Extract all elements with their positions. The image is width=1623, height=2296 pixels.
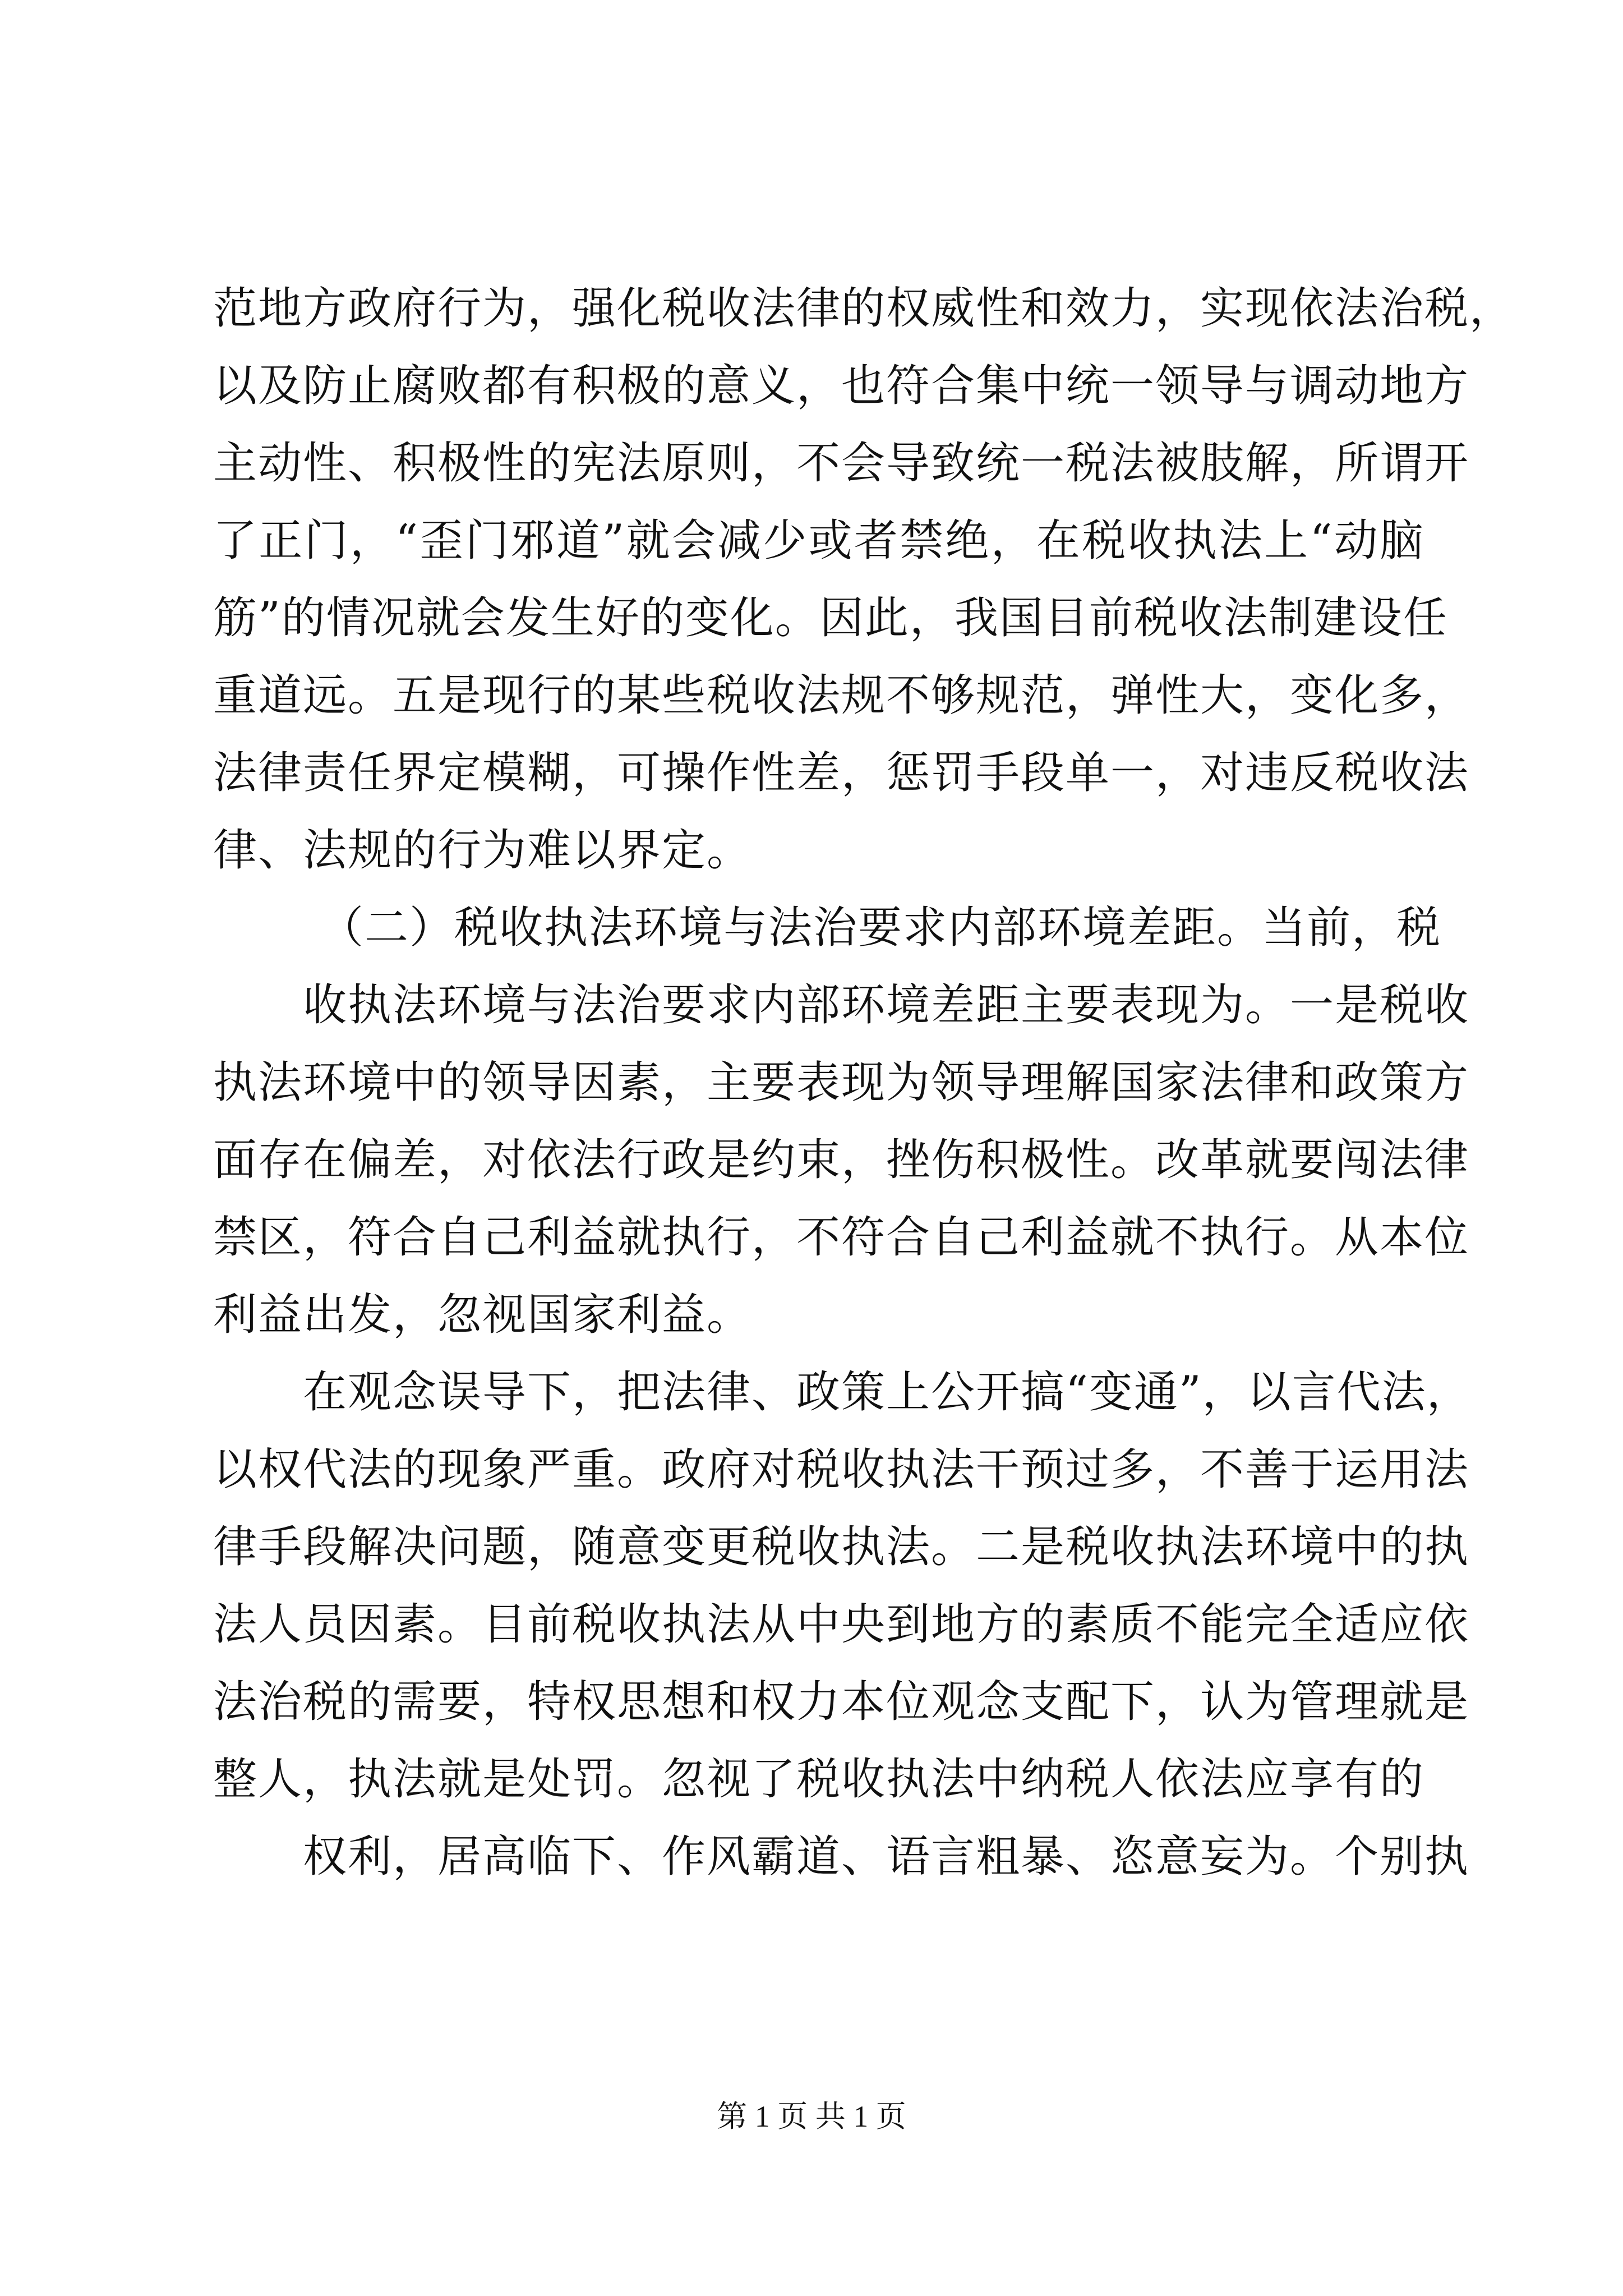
text-line: 范地方政府行为，强化税收法律的权威性和效力，实现依法治税， bbox=[213, 283, 1515, 334]
text-line: 以及防止腐败都有积极的意义，也符合集中统一领导与调动地方 bbox=[213, 361, 1470, 411]
page-number-footer: 第 1 页 共 1 页 bbox=[717, 2100, 906, 2133]
text-line: 主动性、积极性的宪法原则，不会导致统一税法被肢解，所谓开 bbox=[213, 438, 1470, 489]
text-line: 执法环境中的领导因素，主要表现为领导理解国家法律和政策方 bbox=[213, 1057, 1470, 1108]
text-line: 筋”的情况就会发生好的变化。因此，我国目前税收法制建设任 bbox=[213, 593, 1448, 643]
text-line: 利益出发，忽视国家利益。 bbox=[213, 1290, 752, 1340]
text-line: 律、法规的行为难以界定。 bbox=[213, 825, 752, 876]
text-line: 收执法环境与法治要求内部环境差距主要表现为。一是税收 bbox=[303, 980, 1470, 1030]
text-line: 以权代法的现象严重。政府对税收执法干预过多，不善于运用法 bbox=[213, 1444, 1470, 1495]
text-line: 律手段解决问题，随意变更税收执法。二是税收执法环境中的执 bbox=[213, 1522, 1470, 1572]
text-line: 法治税的需要，特权思想和权力本位观念支配下，认为管理就是 bbox=[213, 1677, 1470, 1727]
text-line: 权利，居高临下、作风霸道、语言粗暴、恣意妄为。个别执 bbox=[303, 1832, 1470, 1882]
text-line: 禁区，符合自己利益就执行，不符合自己利益就不执行。从本位 bbox=[213, 1212, 1470, 1263]
section-heading: （二）税收执法环境与法治要求内部环境差距。当前，税 bbox=[320, 903, 1442, 953]
text-line: 面存在偏差，对依法行政是约束，挫伤积极性。改革就要闯法律 bbox=[213, 1135, 1470, 1185]
text-line: 了正门，“歪门邪道”就会减少或者禁绝，在税收执法上“动脑 bbox=[213, 516, 1424, 566]
text-line: 整人，执法就是处罚。忽视了税收执法中纳税人依法应享有的 bbox=[213, 1754, 1425, 1805]
text-line: 在观念误导下，把法律、政策上公开搞“变通”，以言代法， bbox=[303, 1367, 1472, 1418]
text-line: 法人员因素。目前税收执法从中央到地方的素质不能完全适应依 bbox=[213, 1599, 1470, 1650]
text-line: 法律责任界定模糊，可操作性差，惩罚手段单一，对违反税收法 bbox=[213, 748, 1470, 798]
text-line: 重道远。五是现行的某些税收法规不够规范，弹性大，变化多， bbox=[213, 670, 1470, 721]
